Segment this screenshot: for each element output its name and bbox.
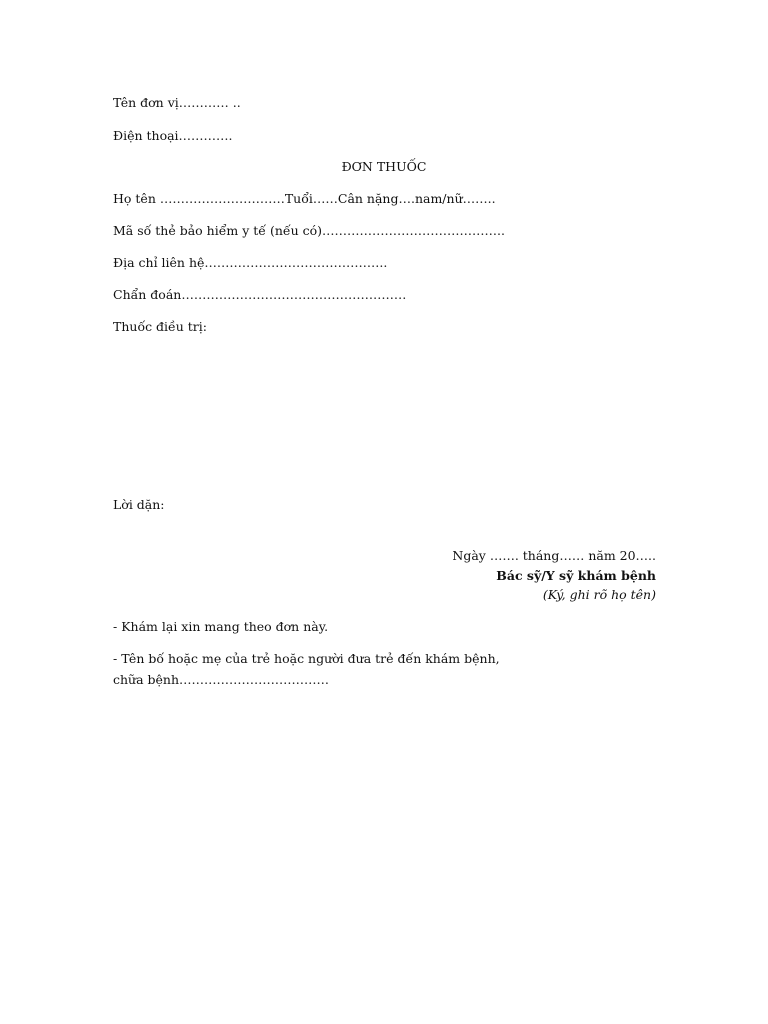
address-field: Địa chỉ liên hệ…………………………………….. [113, 255, 388, 270]
signature-note: (Ký, ghi rõ họ tên) [542, 587, 656, 602]
follow-up-note: - Khám lại xin mang theo đơn này. [113, 619, 329, 634]
unit-name-field: Tên đơn vị………… .. [113, 95, 241, 110]
document-title: ĐƠN THUỐC [341, 159, 427, 174]
guardian-name-note: - Tên bố hoặc mẹ của trẻ hoặc người đưa trẻ đến khám bệnh, chữa bệnh……………………………… [113, 651, 500, 687]
diagnosis-field: Chẩn đoán……………………………………………… [113, 287, 407, 302]
patient-name-age-weight-field: Họ tên …………………………Tuổi……Cân nặng….nam/nữ…….. [113, 191, 496, 206]
doctor-role: Bác sỹ/Y sỹ khám bệnh [496, 568, 656, 583]
insurance-number-field: Mã số thẻ bảo hiểm y tế (nếu có)…………………………………….. [113, 223, 505, 238]
date-line: Ngày ……. tháng…… năm 20….. [452, 548, 656, 563]
phone-field: Điện thoại…………. [113, 128, 233, 143]
treatment-label: Thuốc điều trị: [113, 319, 207, 334]
advice-label: Lời dặn: [113, 497, 165, 512]
